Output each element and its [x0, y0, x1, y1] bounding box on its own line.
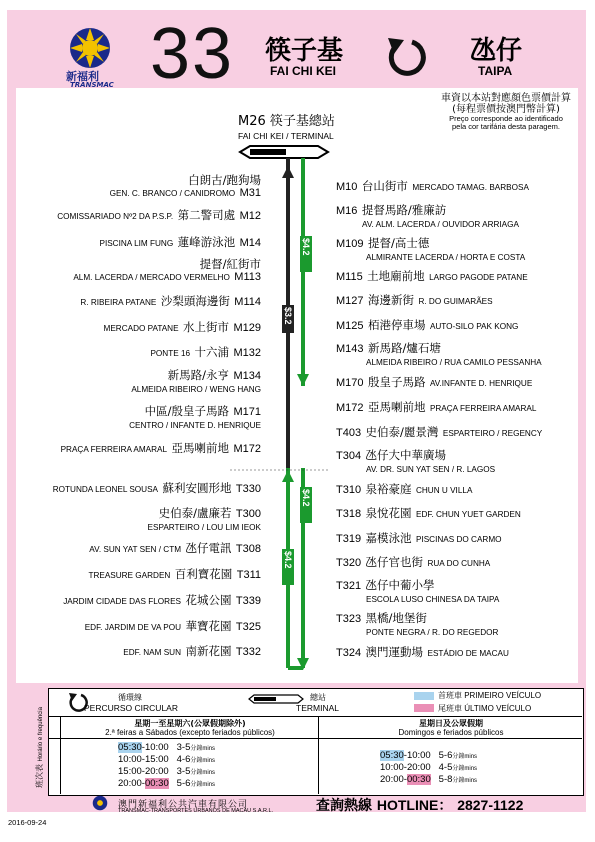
stop-en: MERCADO PATANE [103, 324, 179, 333]
side-divider [60, 716, 61, 794]
stop-cn: 新馬路/爐石塘 [367, 341, 441, 355]
logo-english: TRANSMAC [70, 81, 114, 89]
stop-en: PONTE 16 [150, 349, 191, 358]
time-end: -10:00 [141, 742, 169, 753]
stop-cn: 氹仔中葡小學 [365, 578, 435, 592]
hotline-label: HOTLINE： [376, 797, 453, 813]
stop-code: T319 [336, 533, 362, 545]
stop-cn: 史伯泰/盧廉若 [158, 506, 232, 520]
stop-cn: 十六浦 [194, 345, 230, 359]
stop-en: JARDIM CIDADE DAS FLORES [63, 597, 182, 606]
time-start: 10:00 [118, 754, 142, 765]
stop-code: M109 [336, 238, 364, 250]
time-start: 15:00 [118, 766, 142, 777]
side-label-cn: 班次表 [35, 764, 44, 788]
left-stop[interactable] [99, 236, 261, 249]
stop-cn: 白朗古/跑狗場 [188, 173, 261, 187]
stop-code: T318 [336, 508, 362, 520]
stop-code: M31 [239, 187, 261, 199]
stop-cn: 華寶花園 [185, 619, 232, 633]
stop-en: R. DO GUIMARÃES [418, 297, 493, 306]
company-name-cn: 澳門新福利公共汽車有限公司 [118, 800, 249, 810]
fare-note [432, 93, 580, 133]
legend-divider [48, 716, 582, 717]
stop-en: ALM. LACERDA / MERCADO VERMELHO [73, 273, 230, 282]
stop-code: M171 [233, 406, 261, 418]
stop-cn: 氹仔電訊 [185, 541, 232, 555]
stop-en: PRAÇA FERREIRA AMARAL [429, 404, 537, 413]
right-stop[interactable] [336, 556, 490, 569]
stop-en: ESCOLA LUSO CHINESA DA TAIPA [366, 595, 500, 604]
left-stop[interactable] [89, 542, 261, 555]
time-end: 00:30 [144, 778, 169, 789]
time-end: -20:00 [141, 766, 169, 777]
left-stop[interactable] [63, 594, 261, 607]
frequency-unit: 分鐘mins [190, 746, 216, 752]
stop-code: T330 [235, 483, 261, 495]
left-stop[interactable] [85, 620, 261, 633]
frequency-unit: 分鐘mins [452, 778, 478, 784]
stop-code: T311 [236, 569, 261, 581]
fare-inbound-1: $3.2 [283, 307, 293, 325]
holiday-heading-cn: 星期日及公眾假期 [419, 719, 483, 728]
right-stop[interactable] [336, 376, 532, 389]
right-stop[interactable] [336, 401, 536, 414]
right-stop[interactable] [336, 426, 542, 439]
fare-tag-inbound-1 [282, 305, 294, 333]
stop-code: T310 [336, 484, 362, 496]
time-start: 05:30 [380, 750, 404, 761]
stop-code: T403 [336, 427, 362, 439]
footer-logo-icon [92, 795, 108, 811]
left-stop[interactable] [88, 568, 261, 581]
stop-en: LARGO PAGODE PATANE [429, 273, 528, 282]
terminal-en: FAI CHI KEI / TERMINAL [238, 131, 334, 141]
frequency-unit: 分鐘mins [452, 754, 478, 760]
stop-code: T339 [235, 595, 261, 607]
fare-note-cn-1: 車資以本站對應顏色票價計算 [441, 93, 571, 104]
stop-cn: 亞馬喇前地 [171, 441, 230, 455]
stop-cn: 氹仔官也街 [365, 555, 424, 569]
stop-en: AV.INFANTE D. HENRIQUE [429, 379, 533, 388]
stop-cn: 泉悅花園 [365, 506, 412, 520]
time-start: 10:00 [380, 762, 404, 773]
stop-cn: 泉裕豪庭 [365, 482, 412, 496]
stop-en: ESTÁDIO DE MACAU [427, 649, 509, 658]
circular-route-icon [386, 36, 426, 78]
frequency: 4-6 [176, 754, 191, 765]
terminal-name-cn: 筷子基 [265, 36, 344, 66]
stop-en: PRAÇA FERREIRA AMARAL [60, 445, 168, 454]
last-bus-legend: 尾班車 ÚLTIMO VEÍCULO [438, 704, 532, 713]
time-end: -10:00 [403, 750, 431, 761]
stop-code: M132 [233, 347, 261, 359]
time-end: 00:30 [406, 774, 431, 785]
destination-name-cn: 氹仔 [470, 36, 523, 66]
stop-code: T308 [235, 543, 261, 555]
stop-cn: 澳門運動場 [365, 645, 424, 659]
stop-cn: 提督/紅街市 [199, 257, 261, 271]
stop-code: M134 [233, 370, 261, 382]
stop-cn: 氹仔大中華廣場 [365, 448, 447, 462]
hotline-number: 2827-1122 [457, 797, 524, 813]
terminal-cn: 筷子基總站 [269, 114, 335, 129]
stop-code: M125 [336, 320, 364, 332]
stop-cn: 殷皇子馬路 [367, 375, 426, 389]
stop-code: M114 [234, 296, 261, 308]
right-stop[interactable] [336, 612, 498, 638]
stop-cn: 新馬路/永亨 [167, 368, 230, 382]
stop-cn: 蓮峰游泳池 [177, 235, 236, 249]
stop-en: PISCINAS DO CARMO [415, 535, 502, 544]
stop-cn: 土地廟前地 [367, 269, 425, 283]
fare-note-pt-1: Preço corresponde ao identificado [449, 114, 563, 123]
frequency-unit: 分鐘mins [190, 782, 216, 788]
stop-cn: 百利寶花園 [174, 567, 233, 581]
stop-cn: 水上街市 [183, 320, 230, 334]
right-stop[interactable] [336, 532, 502, 545]
right-stop[interactable] [336, 342, 542, 368]
side-label-pt: Horário e frequência [38, 707, 44, 762]
stop-code: M10 [336, 181, 358, 193]
stop-en: AV. ALM. LACERDA / OUVIDOR ARRIAGA [362, 220, 519, 229]
right-stop[interactable] [336, 483, 472, 496]
circular-legend-pt: PERCURSO CIRCULAR [84, 703, 178, 713]
right-stop[interactable] [336, 204, 519, 230]
stop-cn: 亞馬喇前地 [367, 400, 426, 414]
stop-cn: 台山街市 [361, 179, 408, 193]
fare-tag-outbound-1 [300, 236, 312, 272]
stop-en: AV. DR. SUN YAT SEN / R. LAGOS [366, 465, 496, 474]
fare-outbound-2: $4.2 [301, 489, 311, 507]
stop-cn: 史伯泰/麗景灣 [365, 425, 439, 439]
right-stop[interactable] [336, 579, 499, 605]
last-bus-swatch [414, 704, 434, 712]
terminal-code: M26 [238, 114, 266, 129]
terminal-legend-cn: 總站 [310, 693, 326, 702]
weekday-heading-cn: 星期一至星期六(公眾假期除外) [134, 719, 246, 728]
stop-en: ESPARTEIRO / REGENCY [442, 429, 543, 438]
terminal-name-en: FAI CHI KEI [270, 64, 337, 78]
left-stop[interactable] [73, 258, 261, 283]
frequency: 5-6 [438, 750, 453, 761]
stop-cn: 黑橋/地堡街 [365, 611, 427, 625]
left-stop[interactable] [57, 209, 261, 222]
stop-code: T304 [336, 450, 362, 462]
stop-code: T321 [336, 580, 362, 592]
right-stop[interactable] [336, 646, 509, 659]
right-stop[interactable] [336, 449, 495, 475]
transmac-logo-icon [68, 26, 112, 70]
stop-code: M170 [336, 377, 364, 389]
company-name-en: TRANSMAC-TRANSPORTES URBANOS DE MACAU S.A.R.L. [118, 808, 274, 814]
stop-en: ESPARTEIRO / LOU LIM IEOK [147, 523, 261, 532]
frequency: 3-5 [176, 742, 191, 753]
stop-code: T325 [235, 621, 261, 633]
stop-en: EDF. CHUN YUET GARDEN [415, 510, 521, 519]
column-divider [318, 716, 319, 794]
logo-chinese: 新福利 [66, 70, 99, 83]
stop-en: TREASURE GARDEN [88, 571, 171, 580]
stop-en: GEN. C. BRANCO / CANIDROMO [109, 189, 236, 198]
stop-code: T323 [336, 613, 362, 625]
left-stop[interactable] [148, 507, 261, 533]
stop-code: M16 [336, 205, 358, 217]
right-stop[interactable] [336, 270, 528, 283]
stop-en: RUA DO CUNHA [427, 559, 491, 568]
right-stop[interactable] [336, 237, 525, 263]
right-stop[interactable] [336, 507, 521, 520]
time-end: -15:00 [141, 754, 169, 765]
stop-en: CHUN U VILLA [415, 486, 473, 495]
frequency: 4-5 [438, 762, 453, 773]
holiday-row: 20:00-00:30 5-8分鐘mins [380, 774, 478, 785]
time-start: 05:30 [118, 742, 142, 753]
first-bus-legend: 首班車 PRIMEIRO VEÍCULO [438, 691, 542, 700]
terminal-legend-pt: TERMINAL [296, 703, 339, 713]
holiday-heading-pt: Domingos e feriados públicos [398, 728, 504, 737]
stop-code: M129 [233, 322, 261, 334]
stop-en: ALMEIDA RIBEIRO / WENG HANG [131, 385, 261, 394]
frequency: 3-5 [176, 766, 191, 777]
hotline[interactable] [316, 795, 523, 815]
time-end: -20:00 [403, 762, 431, 773]
frequency: 5-6 [176, 778, 191, 789]
stop-en: ALMEIDA RIBEIRO / RUA CAMILO PESSANHA [366, 358, 542, 367]
stop-en: AV. SUN YAT SEN / CTM [89, 545, 182, 554]
left-stop[interactable] [53, 482, 261, 495]
right-stop[interactable] [336, 294, 493, 307]
left-stop[interactable] [123, 645, 261, 658]
frequency-unit: 分鐘mins [190, 770, 216, 776]
fare-tag-inbound-2 [282, 549, 294, 585]
first-bus-swatch [414, 692, 434, 700]
stop-code: T324 [336, 647, 362, 659]
time-start: 20:00 [380, 774, 404, 785]
weekday-row: 20:00-00:30 5-6分鐘mins [118, 778, 216, 789]
stop-en: EDF. JARDIM DE VA POU [84, 623, 182, 632]
schedule-side-label [34, 707, 45, 788]
left-stop[interactable] [61, 442, 261, 455]
stop-en: CENTRO / INFANTE D. HENRIQUE [129, 421, 261, 430]
stop-code: M115 [336, 271, 363, 283]
stop-cn: 栢港停車場 [367, 318, 426, 332]
stop-cn: 中區/殷皇子馬路 [144, 404, 230, 418]
left-stop[interactable] [150, 346, 261, 359]
stop-cn: 海邊新街 [367, 293, 414, 307]
stop-cn: 花城公園 [185, 593, 232, 607]
stop-code: T332 [235, 646, 261, 658]
stop-en: ALMIRANTE LACERDA / HORTA E COSTA [366, 253, 526, 262]
schedule-header-divider [48, 738, 582, 739]
stop-cn: 嘉模泳池 [365, 531, 412, 545]
right-stop[interactable] [336, 319, 518, 332]
destination-name-en: TAIPA [478, 64, 513, 78]
left-stop[interactable] [80, 295, 261, 308]
stop-code: T320 [336, 557, 362, 569]
stop-cn: 蘇利安圓形地 [162, 481, 232, 495]
stop-code: M143 [336, 343, 364, 355]
stop-cn: 南新花園 [185, 644, 232, 658]
fare-tag-outbound-2 [300, 487, 312, 523]
print-date: 2016-09-24 [8, 818, 47, 827]
stop-en: COMISSARIADO Nº2 DA P.S.P. [57, 212, 174, 221]
fare-note-pt-2: pela cor tarifária desta paragem. [452, 122, 560, 131]
stop-en: MERCADO TAMAG. BARBOSA [412, 183, 529, 192]
fare-inbound-2: $4.2 [283, 551, 293, 569]
stop-code: M12 [239, 210, 261, 222]
circular-legend-cn: 循環線 [118, 693, 142, 702]
stop-code: M14 [239, 237, 261, 249]
stop-code: M172 [233, 443, 261, 455]
stop-code: T300 [235, 508, 261, 520]
stop-en: PONTE NEGRA / R. DO REGEDOR [366, 628, 499, 637]
hotline-cn: 查詢熱線 [316, 798, 372, 814]
frequency: 5-8 [438, 774, 453, 785]
stop-en: R. RIBEIRA PATANE [80, 298, 157, 307]
stop-cn: 沙梨頭海邊街 [160, 294, 230, 308]
stop-en: PISCINA LIM FUNG [99, 239, 174, 248]
stop-cn: 第二警司處 [177, 208, 236, 222]
stop-en: EDF. NAM SUN [123, 648, 182, 657]
stop-code: M172 [336, 402, 364, 414]
stop-code: M113 [234, 271, 261, 283]
fare-note-cn-2: (每程票價按澳門幣計算) [452, 104, 560, 115]
stop-code: M127 [336, 295, 364, 307]
stop-cn: 提督馬路/雅廉訪 [361, 203, 447, 217]
left-stop[interactable] [104, 321, 262, 334]
stop-en: AUTO-SILO PAK KONG [429, 322, 519, 331]
left-stop[interactable] [129, 405, 261, 431]
fare-outbound-1: $4.2 [301, 238, 311, 256]
stop-en: ROTUNDA LEONEL SOUSA [52, 485, 159, 494]
frequency-unit: 分鐘mins [190, 758, 216, 764]
left-stop[interactable] [131, 369, 261, 395]
terminal-bar-icon [240, 146, 328, 158]
weekday-heading-pt: 2.ª feiras a Sábados (excepto feriados públicos) [105, 728, 275, 737]
stop-cn: 提督/高士德 [367, 236, 430, 250]
frequency-unit: 分鐘mins [452, 766, 478, 772]
route-number: 33 [150, 14, 235, 94]
time-start: 20:00 [118, 778, 142, 789]
right-stop[interactable] [336, 180, 529, 193]
terminal-heading [238, 110, 335, 129]
left-stop[interactable] [110, 174, 261, 199]
